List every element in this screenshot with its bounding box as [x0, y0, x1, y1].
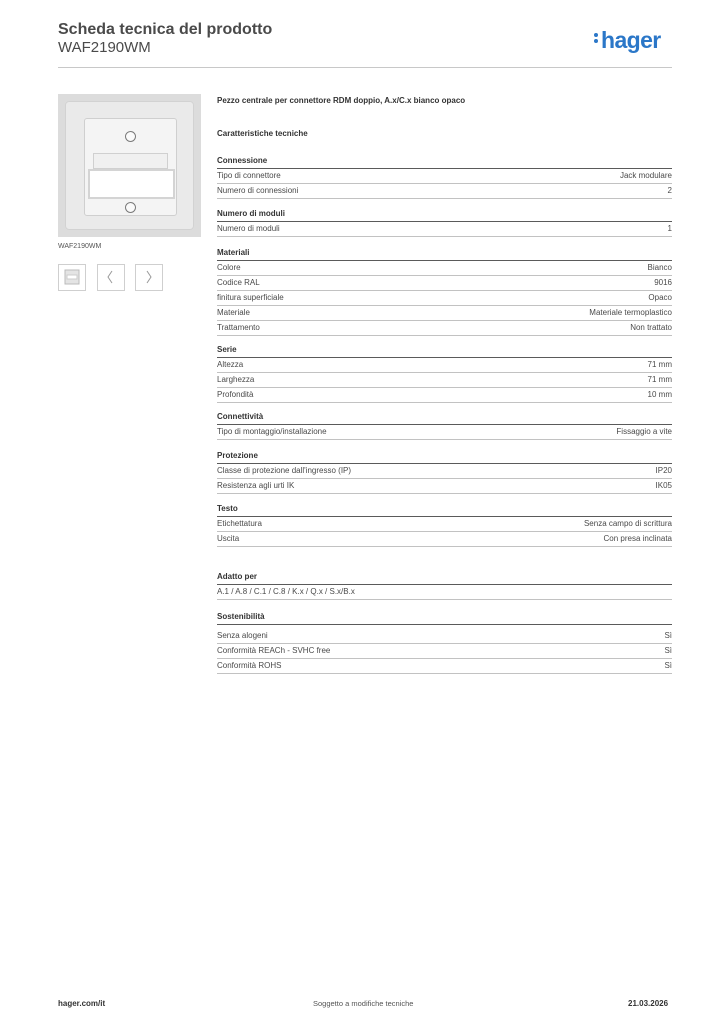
spec-value: Sì	[664, 661, 672, 670]
spec-value: 10 mm	[647, 390, 672, 399]
spec-row	[217, 276, 672, 291]
spec-label: Etichettatura	[217, 519, 262, 528]
spec-value: Opaco	[648, 293, 672, 302]
spec-row	[217, 222, 672, 237]
section-numero-di-moduli	[217, 207, 672, 237]
section-title: Serie	[217, 343, 672, 358]
spec-label: Altezza	[217, 360, 244, 369]
section-title: Materiali	[217, 246, 672, 261]
footer-note: Soggetto a modifiche tecniche	[313, 999, 414, 1008]
spec-row	[217, 388, 672, 403]
line-drawing-thumbnail-2[interactable]	[135, 264, 163, 291]
section-connettivita	[217, 410, 672, 440]
spec-label: Colore	[217, 263, 241, 272]
spec-value: 9016	[654, 278, 672, 287]
image-caption: WAF2190WM	[58, 243, 102, 250]
spec-row	[217, 321, 672, 336]
spec-label: Codice RAL	[217, 278, 260, 287]
side-view-icon	[98, 265, 124, 290]
spec-row	[217, 585, 672, 600]
connector-holder	[84, 118, 177, 216]
spec-value: 71 mm	[647, 360, 672, 369]
spec-row	[217, 306, 672, 321]
spec-label: Senza alogeni	[217, 631, 268, 640]
spec-label: finitura superficiale	[217, 293, 284, 302]
spec-value: 2	[667, 186, 672, 195]
page-title: Scheda tecnica del prodotto	[58, 21, 273, 38]
section-serie	[217, 343, 672, 403]
spec-row	[217, 169, 672, 184]
section-title: Protezione	[217, 449, 672, 464]
spec-row	[217, 629, 672, 644]
section-title: Connessione	[217, 154, 672, 169]
section-connessione	[217, 154, 672, 199]
screw-icon	[125, 131, 136, 142]
section-materiali	[217, 246, 672, 336]
section-adatto-per	[217, 570, 672, 600]
spec-label: Conformità ROHS	[217, 661, 282, 670]
spec-value: IK05	[655, 481, 672, 490]
section-title: Numero di moduli	[217, 207, 672, 222]
spec-row	[217, 532, 672, 547]
spec-value: Materiale termoplastico	[589, 308, 672, 317]
footer-date: 21.03.2026	[628, 999, 669, 1008]
logo-dots-icon	[594, 31, 599, 45]
product-image[interactable]	[58, 94, 201, 237]
spec-label: Trattamento	[217, 323, 260, 332]
logo-text: hager	[601, 27, 661, 53]
spec-row	[217, 425, 672, 440]
section-protezione	[217, 449, 672, 494]
section-sostenibilita	[217, 610, 672, 674]
spec-label: Profondità	[217, 390, 254, 399]
section-testo	[217, 502, 672, 547]
spec-row	[217, 644, 672, 659]
label-window	[88, 169, 175, 199]
spec-row	[217, 358, 672, 373]
spec-row	[217, 261, 672, 276]
spec-label: Tipo di montaggio/installazione	[217, 427, 327, 436]
spec-row	[217, 184, 672, 199]
spec-label: Materiale	[217, 308, 250, 317]
section-title: Adatto per	[217, 570, 672, 585]
spec-label: Uscita	[217, 534, 240, 543]
spec-row	[217, 659, 672, 674]
spec-row	[217, 517, 672, 532]
spec-label: Numero di moduli	[217, 224, 280, 233]
footer-website-link[interactable]: hager.com/it	[58, 999, 106, 1008]
spec-value: 1	[667, 224, 672, 233]
spec-value: Jack modulare	[619, 171, 672, 180]
spec-label: Resistenza agli urti IK	[217, 481, 295, 490]
section-title: Sostenibilità	[217, 610, 672, 625]
section-title: Testo	[217, 502, 672, 517]
spec-value: Non trattato	[630, 323, 672, 332]
cover-plate	[65, 101, 194, 230]
spec-value: Fissaggio a vite	[616, 427, 672, 436]
inclined-flap	[93, 153, 168, 169]
line-drawing-thumbnail-1[interactable]	[97, 264, 125, 291]
hager-logo[interactable]	[594, 29, 661, 52]
spec-row	[217, 291, 672, 306]
spec-label: Numero di connessioni	[217, 186, 299, 195]
spec-label: Larghezza	[217, 375, 255, 384]
spec-value: Senza campo di scrittura	[583, 519, 672, 528]
spec-value: IP20	[655, 466, 672, 475]
spec-value: 71 mm	[647, 375, 672, 384]
spec-row	[217, 479, 672, 494]
section-view-icon	[136, 265, 162, 290]
technical-characteristics-title: Caratteristiche tecniche	[217, 129, 308, 138]
spec-value: Con presa inclinata	[603, 534, 672, 543]
spec-label: Conformità REACh - SVHC free	[217, 646, 331, 655]
section-title: Connettività	[217, 410, 672, 425]
plate-thumbnail-icon	[59, 265, 85, 290]
spec-value: Bianco	[647, 263, 672, 272]
spec-value: Sì	[664, 646, 672, 655]
image-thumbnail[interactable]	[58, 264, 86, 291]
spec-row	[217, 373, 672, 388]
spec-label: Tipo di connettore	[217, 171, 281, 180]
product-code: WAF2190WM	[58, 39, 151, 56]
spec-label: A.1 / A.8 / C.1 / C.8 / K.x / Q.x / S.x/B.x	[217, 587, 355, 596]
header-divider	[58, 67, 672, 68]
spec-label: Classe di protezione dall'ingresso (IP)	[217, 466, 352, 475]
screw-icon	[125, 202, 136, 213]
spec-row	[217, 464, 672, 479]
product-description: Pezzo centrale per connettore RDM doppio, A.x/C.x bianco opaco	[217, 96, 466, 105]
spec-value: Sì	[664, 631, 672, 640]
